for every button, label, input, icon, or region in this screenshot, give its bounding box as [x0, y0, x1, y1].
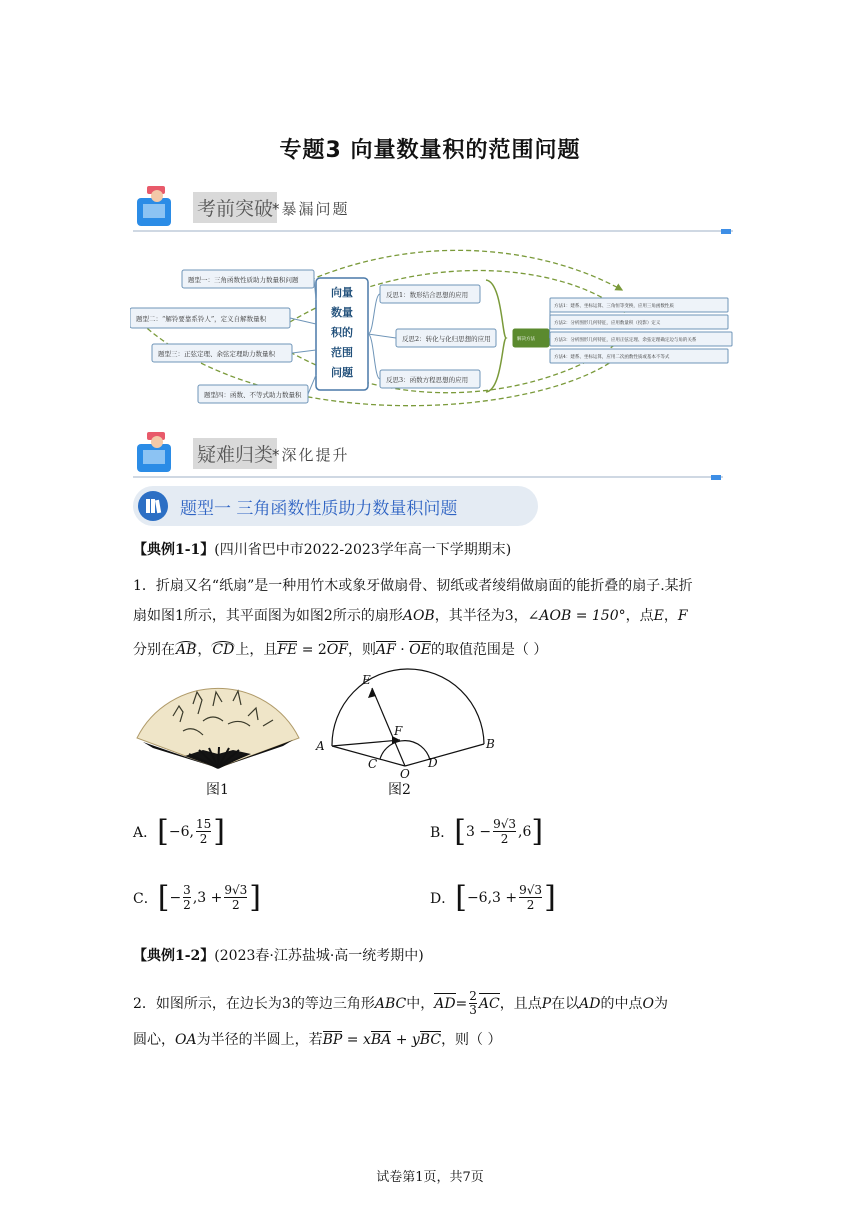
fraction	[196, 817, 211, 846]
text: 中，	[406, 995, 435, 1012]
option-text: −	[169, 889, 182, 906]
example-label: 【典例1-2】	[133, 948, 215, 964]
vector: AC	[479, 993, 500, 1014]
math: P	[541, 995, 552, 1012]
bracket-right: ]	[531, 814, 544, 849]
text: 2．如图所示，在边长为3的等边三角形	[133, 995, 375, 1012]
divider	[133, 230, 733, 232]
example-header	[133, 540, 511, 560]
denominator: 2	[500, 832, 509, 846]
example-label: 【典例1-1】	[133, 542, 215, 558]
text: 的取值范围是（ ）	[430, 642, 548, 658]
numerator: 2	[469, 989, 477, 1003]
denominator: 2	[232, 898, 240, 912]
option-b[interactable]	[430, 814, 543, 849]
mindmap-mid-2: 反思2：转化与化归思想的应用	[402, 335, 491, 343]
math: OA	[175, 1032, 197, 1048]
numerator: 9√3	[224, 883, 248, 897]
fraction	[183, 883, 191, 912]
section-subtitle: *深化提升	[272, 446, 350, 464]
option-a[interactable]	[133, 814, 225, 849]
section-tag: 考前突破	[193, 192, 277, 223]
bracket-left: [	[454, 814, 467, 849]
mindmap-center-4: 范围	[331, 346, 353, 359]
bracket-left: [	[157, 880, 170, 915]
mindmap-left-4: 题型四：函数、不等式助力数量积	[204, 391, 302, 399]
arc-notation: CD	[212, 642, 235, 658]
section-header-difficult-classification	[133, 428, 723, 478]
text: 上，且	[235, 642, 278, 658]
math: ABC	[374, 995, 407, 1012]
option-letter: C．	[133, 890, 158, 907]
fraction	[224, 883, 247, 912]
mindmap-right-1: 方法1：建系、坐标运算、三角恒等变换，应用三角函数性质	[554, 304, 674, 309]
example-source: (2023春·江苏盐城·高一统考期中)	[214, 948, 424, 964]
option-d[interactable]	[430, 880, 556, 915]
text: 为	[654, 995, 668, 1012]
text: ，其半径为3，	[434, 608, 528, 624]
option-text: −6,	[168, 823, 194, 840]
vector: OE	[409, 642, 431, 658]
mindmap-center-1: 向量	[331, 286, 353, 299]
figure-2-label: 图2	[388, 782, 411, 798]
section-tag: 疑难归类	[193, 438, 277, 469]
bracket-right: ]	[249, 880, 261, 915]
point-label-E: E	[362, 673, 371, 687]
mindmap-mid-3: 反思3：函数方程思想的应用	[386, 376, 469, 384]
math: ∠AOB = 150°	[527, 608, 626, 624]
denominator: 3	[469, 1003, 477, 1017]
mindmap-hub: 解决方法	[517, 337, 535, 342]
point-label-D: D	[428, 756, 438, 770]
option-c[interactable]	[133, 880, 261, 915]
text: ，点	[625, 608, 654, 624]
numerator: 3	[183, 883, 191, 897]
vector: BC	[419, 1032, 442, 1048]
point-label-C: C	[368, 757, 378, 771]
math: AOB	[402, 608, 435, 624]
mindmap-center-2: 数量	[331, 306, 353, 319]
vector: AF	[376, 642, 396, 658]
question-line	[133, 640, 547, 660]
option-text: ,6	[518, 823, 532, 840]
question-line	[133, 1030, 502, 1050]
text: ，且点	[499, 995, 542, 1012]
section-header-exam-breakthrough	[133, 182, 733, 232]
folding-fan-image	[133, 676, 303, 776]
option-letter: D．	[430, 890, 456, 907]
math: = x	[342, 1032, 371, 1048]
divider-mark	[711, 475, 721, 480]
text: 圆心，	[133, 1032, 175, 1048]
mindmap-left-3: 题型三：正弦定理、余弦定理助力数量积	[158, 350, 275, 358]
question-line	[133, 990, 668, 1017]
mindmap-right-3: 方法3：分析图形几何特征，应用正弦定理、余弦定理确定边与角的关系	[554, 338, 697, 343]
text: 的中点	[600, 995, 643, 1012]
denominator: 2	[199, 832, 208, 846]
mind-map	[130, 240, 734, 412]
book-icon	[133, 430, 181, 476]
mindmap-left-1: 题型一：三角函数性质助力数量积问题	[188, 276, 299, 284]
section-subtitle: *暴漏问题	[272, 200, 350, 218]
option-letter: B．	[430, 824, 455, 841]
text: 为半径的半圆上，若	[196, 1032, 323, 1048]
bracket-left: [	[455, 880, 467, 915]
arc-notation: AB	[176, 642, 197, 658]
numerator: 9√3	[519, 883, 543, 897]
text: = 2	[297, 642, 327, 658]
question-line: 1．折扇又名“纸扇”是一种用竹木或象牙做扇骨、韧纸或者绫绢做扇面的能折叠的扇子.某折	[133, 578, 693, 594]
math: E	[653, 608, 664, 624]
example-header	[133, 946, 424, 966]
type-title: 题型一 三角函数性质助力数量积问题	[180, 499, 458, 519]
question-line	[133, 606, 688, 626]
sector-diagram	[310, 668, 510, 780]
point-label-B: B	[486, 737, 495, 751]
divider-mark	[721, 229, 731, 234]
bracket-right: ]	[544, 880, 556, 915]
text: =	[455, 995, 468, 1012]
fraction	[519, 883, 542, 912]
math: + y	[391, 1032, 420, 1048]
text: ，则	[348, 642, 377, 658]
numerator: 15	[195, 817, 212, 831]
book-icon	[133, 184, 181, 230]
text: 分别在	[133, 642, 175, 658]
numerator: 9√3	[493, 817, 517, 831]
mindmap-left-2: 题型二：“解铃要靠系铃人”，定义自解数量积	[136, 315, 267, 323]
option-text: −6,3 +	[466, 889, 518, 906]
denominator: 2	[526, 898, 535, 912]
math: F	[677, 608, 688, 624]
denominator: 2	[183, 898, 191, 912]
option-text: 3 −	[466, 823, 492, 840]
point-label-A: A	[316, 739, 325, 753]
text: ，	[197, 642, 212, 658]
fraction	[469, 990, 477, 1017]
mindmap-right-4: 方法4：建系、坐标运算，应用二次函数性质或基本不等式	[554, 355, 670, 360]
page-footer: 试卷第1页，共7页	[376, 1170, 484, 1185]
figure-1-label: 图1	[206, 782, 229, 798]
point-label-F: F	[394, 724, 403, 738]
mindmap-mid-1: 反思1：数形结合思想的应用	[386, 291, 469, 299]
books-icon	[138, 491, 168, 521]
bracket-right: ]	[213, 814, 225, 849]
point-label-O: O	[400, 767, 410, 780]
divider	[133, 476, 723, 478]
vector: BP	[322, 1032, 343, 1048]
math: O	[642, 995, 654, 1012]
text: ·	[395, 642, 410, 658]
vector: FE	[277, 642, 298, 658]
option-letter: A．	[133, 824, 158, 841]
fraction	[493, 817, 516, 846]
text: ，则（ ）	[441, 1032, 502, 1048]
page-title: 专题3 向量数量积的范围问题	[279, 138, 581, 163]
vector: OF	[326, 642, 349, 658]
option-text: ,3 +	[192, 889, 223, 906]
text: 在以	[551, 995, 580, 1012]
vector: BA	[370, 1032, 392, 1048]
bracket-left: [	[157, 814, 169, 849]
example-source: (四川省巴中市2022-2023学年高一下学期期末)	[214, 542, 512, 558]
mindmap-center-5: 问题	[331, 366, 353, 379]
text: ，	[663, 608, 678, 624]
mindmap-center-3: 积的	[331, 326, 353, 339]
mindmap-right-2: 方法2：分析图形几何特征，应用数量积（投影）定义	[554, 321, 661, 326]
vector: AD	[434, 993, 455, 1014]
math: AD	[579, 995, 601, 1012]
text: 扇如图1所示，其平面图为如图2所示的扇形	[133, 608, 403, 624]
